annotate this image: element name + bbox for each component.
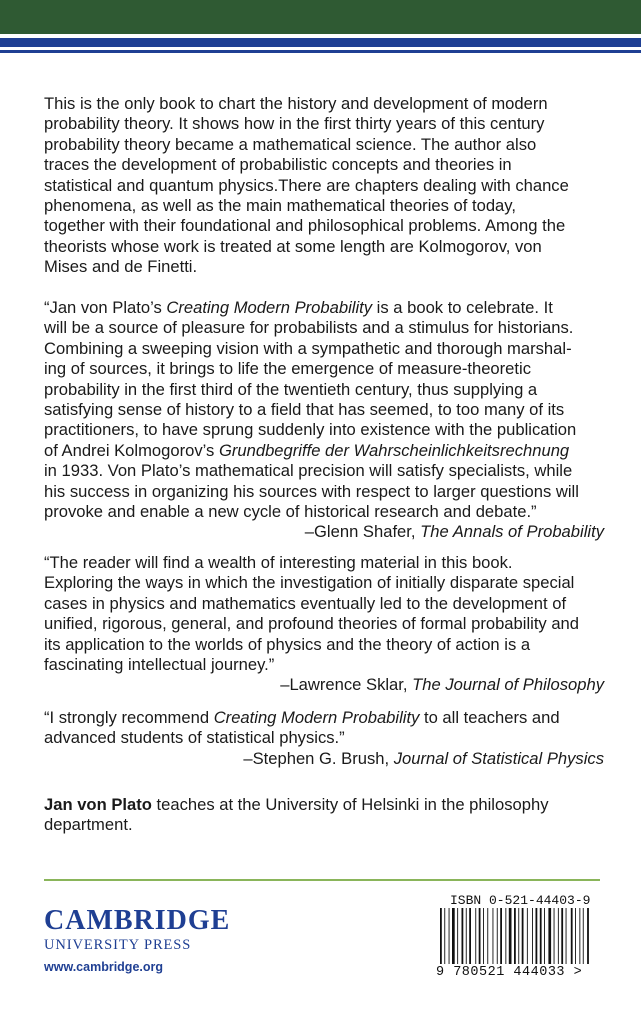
barcode-bar bbox=[536, 908, 538, 964]
barcode-bar bbox=[518, 908, 519, 964]
quote-line: provoke and enable a new cycle of historical research and debate.” bbox=[44, 502, 537, 522]
description-line: theorists whose work is treated at some length are Kolmogorov, von bbox=[44, 236, 542, 256]
barcode-bar bbox=[554, 908, 555, 964]
quote-line: of Andrei Kolmogorov’s Grundbegriffe der Wahrscheinlichkeitsrechnung bbox=[44, 440, 570, 460]
book-title: Creating Modern Probability bbox=[166, 298, 373, 317]
description-line: probability theory. It shows how in the first thirty years of this century bbox=[44, 114, 545, 134]
cited-work-title: Grundbegriffe der Wahrscheinlichkeitsrechnung bbox=[218, 440, 570, 460]
barcode-bar bbox=[514, 908, 516, 964]
description-line: This is the only book to chart the history and development of modern bbox=[44, 94, 548, 113]
quote-attribution: –Glenn Shafer, The Annals of Probability bbox=[304, 522, 604, 542]
quote-line: probability in the first third of the twentieth century, thus supplying a bbox=[44, 379, 538, 399]
barcode-digits: 9 780521 444033 > bbox=[436, 965, 583, 980]
top-band-blue bbox=[0, 38, 641, 47]
quote-line: “The reader will find a wealth of interesting material in this book. bbox=[44, 553, 513, 572]
barcode-bar bbox=[493, 908, 494, 964]
book-title: Creating Modern Probability bbox=[213, 708, 420, 727]
description-line: traces the development of probabilistic concepts and theories in bbox=[44, 155, 512, 175]
divider-rule bbox=[44, 879, 600, 881]
barcode-bar bbox=[483, 908, 484, 964]
top-band-green bbox=[0, 0, 641, 34]
top-band-blue-thin bbox=[0, 50, 641, 53]
barcode-bar bbox=[469, 908, 471, 964]
barcode-bar bbox=[500, 908, 502, 964]
description-line: Mises and de Finetti. bbox=[44, 257, 198, 277]
quote-line: Exploring the ways in which the investigation of initially disparate special bbox=[44, 573, 575, 593]
quote-line: satisfying sense of history to a field that has seemed, to too many of its bbox=[44, 400, 565, 420]
review-quote-sklar bbox=[44, 553, 604, 696]
barcode-bar bbox=[532, 908, 533, 964]
quote-line: “Jan von Plato’s Creating Modern Probability is a book to celebrate. It bbox=[44, 298, 553, 317]
description-line: statistical and quantum physics.There are chapters dealing with chance bbox=[44, 175, 569, 195]
barcode-bar bbox=[527, 908, 528, 964]
barcode-bar bbox=[497, 908, 498, 964]
quote-line: his success in organizing his sources with respect to larger questions will bbox=[44, 481, 579, 501]
book-description bbox=[44, 94, 604, 278]
barcode-bar bbox=[575, 908, 576, 964]
review-quote-shafer bbox=[44, 298, 604, 543]
description-line: together with their foundational and philosophical problems. Among the bbox=[44, 216, 566, 236]
quote-line: fascinating intellectual journey.” bbox=[44, 655, 275, 675]
barcode-bar bbox=[579, 908, 580, 964]
quote-line: advanced students of statistical physics.” bbox=[44, 728, 345, 748]
barcode-bar bbox=[566, 908, 567, 964]
quote-line: ing of sources, it brings to life the emergence of measure-theoretic bbox=[44, 359, 531, 379]
barcode-bar bbox=[444, 908, 445, 964]
quote-attribution: –Stephen G. Brush, Journal of Statistical Physics bbox=[243, 748, 604, 768]
barcode-bar bbox=[571, 908, 573, 964]
bio-line: department. bbox=[44, 815, 133, 835]
quote-line: Combining a sweeping vision with a sympathetic and thorough marshal- bbox=[44, 338, 572, 358]
barcode-bar bbox=[440, 908, 442, 964]
barcode-bar bbox=[487, 908, 488, 964]
quote-line: cases in physics and mathematics eventually led to the development of bbox=[44, 593, 567, 613]
quote-line: in 1933. Von Plato’s mathematical precision will satisfy specialists, while bbox=[44, 461, 573, 481]
author-name: Jan von Plato bbox=[44, 795, 152, 814]
barcode-bar bbox=[522, 908, 524, 964]
quote-line: practitioners, to have sprung suddenly into existence with the publication bbox=[44, 420, 577, 440]
review-quote-brush bbox=[44, 708, 604, 769]
author-bio bbox=[44, 795, 604, 836]
description-line: probability theory became a mathematical science. The author also bbox=[44, 134, 537, 154]
bio-line: Jan von Plato teaches at the University of Helsinki in the philosophy bbox=[44, 795, 549, 814]
barcode-bar bbox=[587, 908, 589, 964]
publisher-logo bbox=[44, 905, 231, 974]
description-line: phenomena, as well as the main mathematical theories of today, bbox=[44, 196, 516, 216]
quote-line: “I strongly recommend Creating Modern Probability to all teachers and bbox=[44, 708, 560, 727]
quote-attribution: –Lawrence Sklar, The Journal of Philosophy bbox=[280, 675, 604, 695]
publisher-subtitle: UNIVERSITY PRESS bbox=[44, 937, 192, 953]
barcode-bar bbox=[540, 908, 542, 964]
publisher-name: CAMBRIDGE bbox=[44, 905, 231, 936]
isbn-label: ISBN 0-521-44403-9 bbox=[450, 893, 591, 908]
barcode-bar bbox=[462, 908, 464, 964]
publisher-url: www.cambridge.org bbox=[44, 960, 164, 974]
quote-line: will be a source of pleasure for probabilists and a stimulus for historians. bbox=[44, 318, 574, 338]
barcode-bar bbox=[548, 908, 551, 964]
barcode-bar bbox=[475, 908, 476, 964]
quote-line: unified, rigorous, general, and profound theories of formal probability and bbox=[44, 614, 580, 634]
barcode-bar bbox=[457, 908, 458, 964]
quote-line: its application to the worlds of physics and the theory of action is a bbox=[44, 634, 531, 654]
barcode-bar bbox=[466, 908, 467, 964]
barcode-bar bbox=[558, 908, 559, 964]
barcode-bar bbox=[583, 908, 584, 964]
barcode-bar bbox=[544, 908, 545, 964]
barcode-bar bbox=[449, 908, 450, 964]
barcode-bar bbox=[452, 908, 455, 964]
barcode-bar bbox=[509, 908, 512, 964]
barcode-icon bbox=[438, 908, 594, 964]
barcode-bar bbox=[561, 908, 563, 964]
barcode-bar bbox=[505, 908, 506, 964]
barcode-bar bbox=[479, 908, 481, 964]
